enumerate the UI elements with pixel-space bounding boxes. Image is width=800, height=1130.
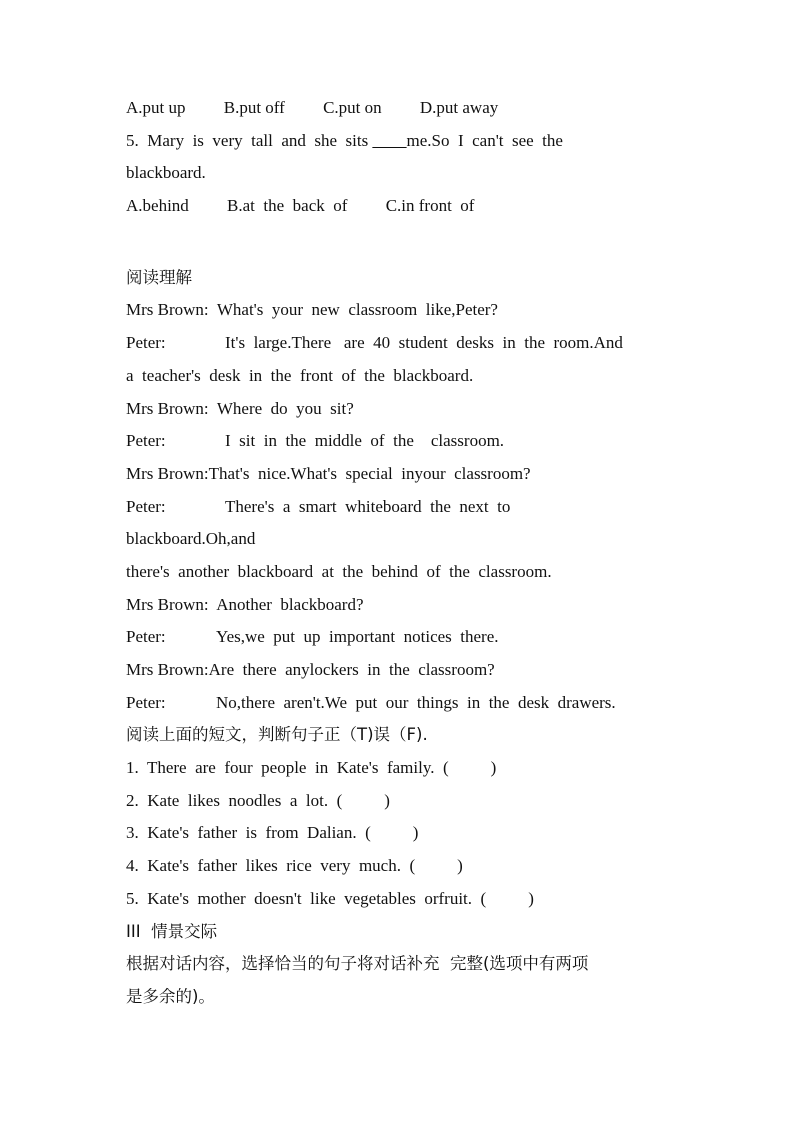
q5-option-c: C.in front of: [385, 196, 475, 216]
utterance: There's a smart whiteboard the next to: [225, 496, 511, 516]
close-paren: ): [490, 758, 497, 778]
dialogue-line: [126, 589, 686, 622]
q5-stem-line1: [126, 125, 686, 158]
speaker-label: Peter:: [126, 692, 166, 712]
utterance: Another blackboard?: [216, 594, 364, 614]
speaker-label: Mrs Brown:: [126, 594, 209, 614]
spacer: [126, 223, 686, 262]
section3-instruction-line2: 是多余的)。: [126, 986, 215, 1006]
true-false-statements: [126, 752, 686, 915]
reading-instruction: 阅读上面的短文，判断句子正（T)误（F).: [126, 725, 428, 745]
speaker-label: Mrs Brown:: [126, 398, 209, 418]
dialogue-line: [126, 327, 686, 360]
utterance: Where do you sit?: [216, 398, 354, 418]
dialogue-line: [126, 556, 686, 589]
statement: [126, 883, 686, 916]
utterance: It's large.There are 40 student desks in the room.And: [225, 333, 623, 353]
statement: [126, 850, 686, 883]
q4-option-a: A.put up: [126, 98, 186, 117]
utterance: blackboard.Oh,and: [126, 529, 256, 549]
q5-stem-before: 5. Mary is very tall and she sits: [126, 130, 373, 150]
speaker-label: Peter:: [126, 496, 166, 516]
statement-text: 2. Kate likes noodles a lot. (: [126, 790, 343, 810]
utterance: there's another blackboard at the behind of the classroom.: [126, 561, 552, 581]
q4-options: [126, 92, 686, 125]
dialogue-line: [126, 425, 686, 458]
dialogue-line: [126, 393, 686, 426]
dialogue-line: [126, 687, 686, 720]
statement: [126, 752, 686, 785]
dialogue-line: [126, 523, 686, 556]
dialogue-line: [126, 654, 686, 687]
dialogue-line: [126, 360, 686, 393]
utterance: Are there anylockers in the classroom?: [208, 660, 495, 679]
statement-text: 1. There are four people in Kate's family. (: [126, 758, 449, 778]
close-paren: ): [384, 790, 390, 810]
q5-stem-line2: blackboard.: [126, 163, 206, 183]
section3-instruction-line1: 根据对话内容，选择恰当的句子将对话补充 完整(选项中有两项: [126, 954, 589, 974]
statement: [126, 817, 686, 850]
speaker-label: Mrs Brown:: [126, 463, 209, 483]
q5-option-a: A.behind: [126, 196, 189, 216]
statement: [126, 785, 686, 818]
close-paren: ): [457, 856, 463, 876]
section3-heading: III 情景交际: [126, 921, 218, 941]
statement-text: 4. Kate's father likes rice very much. (: [126, 856, 416, 876]
utterance: Yes,we put up important notices there.: [216, 627, 499, 647]
speaker-label: Mrs Brown:: [126, 300, 209, 320]
dialogue-line: [126, 491, 686, 524]
q4-option-c: C.put on: [323, 98, 382, 117]
dialogue-line: [126, 294, 686, 327]
q5-blank: ____: [372, 130, 407, 150]
close-paren: ): [412, 823, 419, 843]
q5-option-b: B.at the back of: [227, 196, 348, 216]
q5-stem-after: me.So I can't see the: [406, 130, 563, 150]
utterance: I sit in the middle of the classroom.: [225, 431, 505, 451]
utterance: What's your new classroom like,Peter?: [216, 300, 498, 320]
speaker-label: Mrs Brown:: [126, 660, 209, 679]
close-paren: ): [528, 888, 534, 908]
statement-text: 3. Kate's father is from Dalian. (: [126, 823, 371, 843]
utterance: No,there aren't.We put our things in the desk drawers.: [216, 692, 616, 712]
speaker-label: Peter:: [126, 431, 166, 451]
reading-dialogue: [126, 294, 686, 719]
speaker-label: Peter:: [126, 333, 166, 353]
dialogue-line: [126, 621, 686, 654]
speaker-label: Peter:: [126, 627, 166, 647]
q4-option-d: D.put away: [419, 98, 499, 117]
utterance: a teacher's desk in the front of the blackboard.: [126, 365, 474, 385]
utterance: That's nice.What's special inyour classroom?: [208, 463, 531, 483]
q4-option-b: B.put off: [223, 98, 285, 117]
dialogue-line: [126, 458, 686, 491]
statement-text: 5. Kate's mother doesn't like vegetables orfruit. (: [126, 888, 487, 908]
q5-options: [126, 190, 686, 223]
document-page: [126, 92, 686, 1014]
reading-heading: 阅读理解: [126, 267, 192, 287]
